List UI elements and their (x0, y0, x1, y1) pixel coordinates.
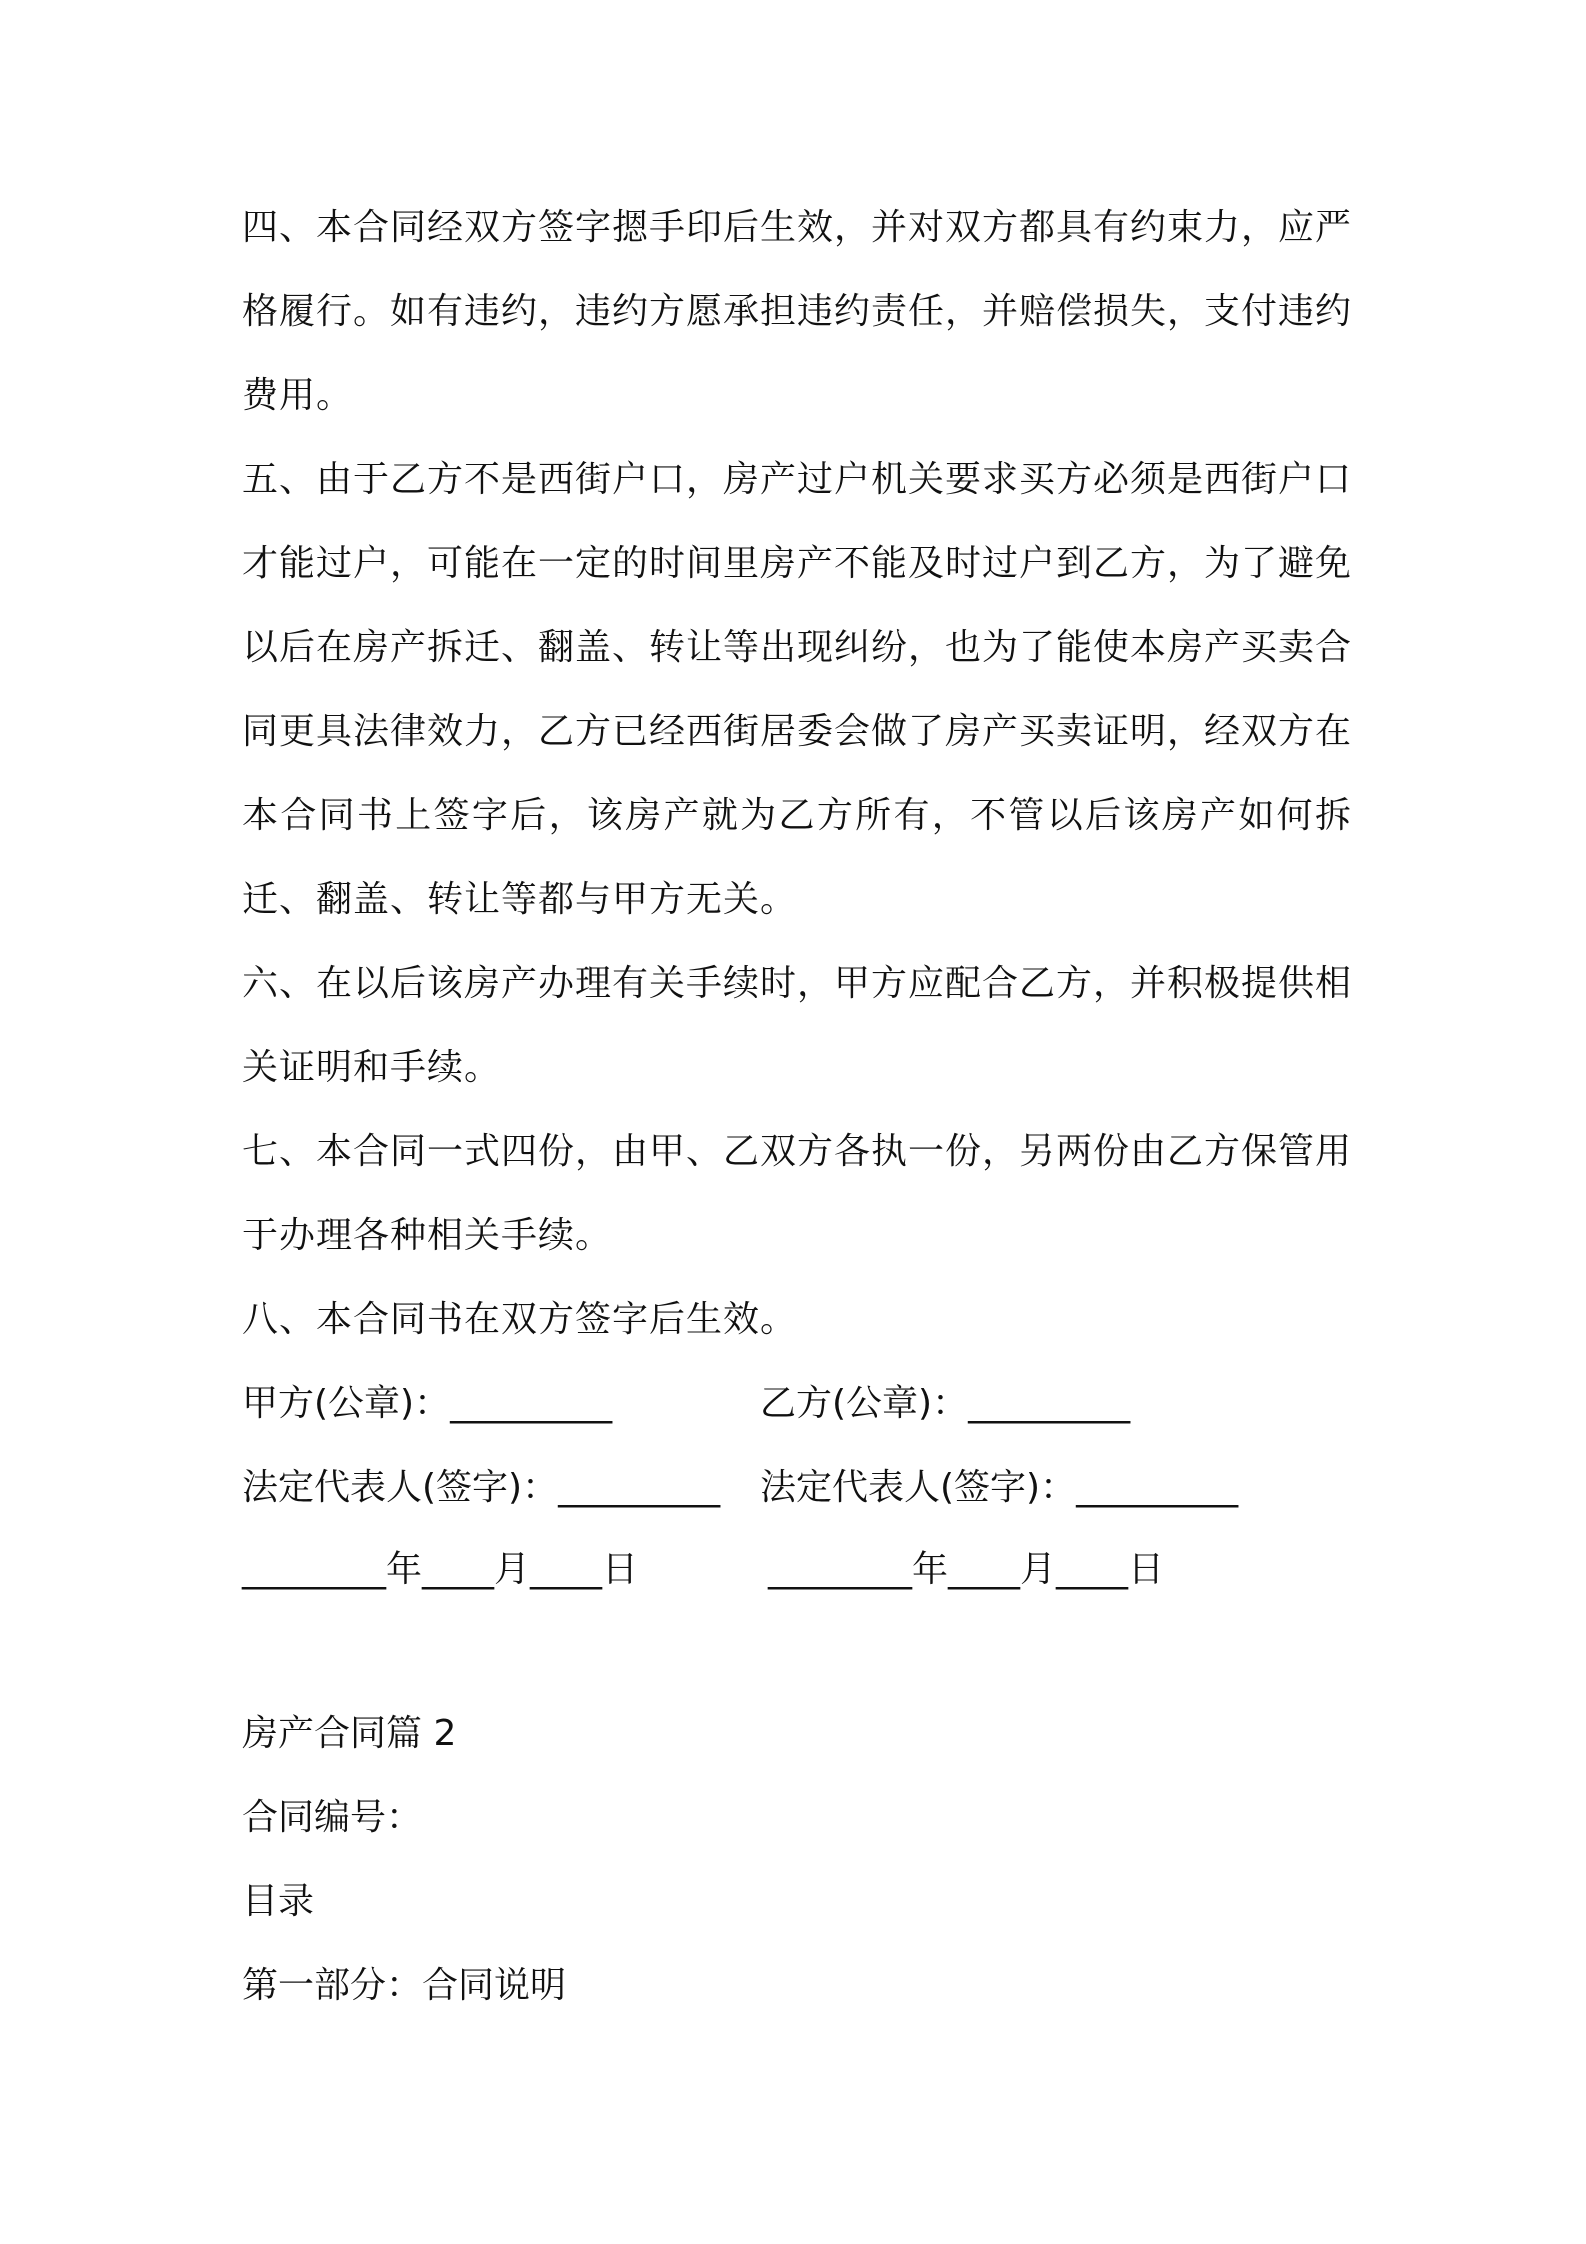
section-title: 房产合同篇 2 (242, 1713, 457, 1754)
clause-text: 四、本合同经双方签字摁手印后生效，并对双方都具有约束力，应严格履行。如有违约，违约方愿承担违约责任，并赔偿损失，支付违约费用。 (242, 207, 1353, 416)
signature-representative-row (242, 1446, 1352, 1530)
signature-seal-row (242, 1362, 1352, 1446)
party-a-seal-line: 甲方(公章)：_________ (242, 1383, 613, 1424)
party-a-date-line: ________年____月____日 (242, 1549, 638, 1590)
party-b-seal-line: 乙方(公章)：_________ (760, 1383, 1131, 1424)
table-of-contents-heading: 目录 (242, 1881, 315, 1922)
clause-5 (242, 438, 1352, 942)
signature-date-row (242, 1528, 1352, 1612)
clause-text: 六、在以后该房产办理有关手续时，甲方应配合乙方，并积极提供相关证明和手续。 (242, 963, 1353, 1088)
clause-7 (242, 1110, 1352, 1278)
clause-6 (242, 942, 1352, 1110)
party-b-representative-line: 法定代表人(签字)：_________ (760, 1467, 1239, 1508)
clause-4 (242, 186, 1352, 438)
party-a-representative-line: 法定代表人(签字)：_________ (242, 1467, 721, 1508)
clause-text: 七、本合同一式四份，由甲、乙双方各执一份，另两份由乙方保管用于办理各种相关手续。 (242, 1131, 1353, 1256)
contract-number-label: 合同编号： (242, 1797, 423, 1838)
clause-8 (242, 1278, 1352, 1362)
clause-text: 五、由于乙方不是西街户口，房产过户机关要求买方必须是西街户口才能过户，可能在一定的时间里房产不能及时过户到乙方，为了避免以后在房产拆迁、翻盖、转让等出现纠纷，也为了能使本房产买卖合同更具法律效力，乙方已经西街居委会做了房产买卖证明，经双方在本合同书上签字后，该房产就为乙方所有，不管以后该房产如何拆迁、翻盖、转让等都与甲方无关。 (242, 459, 1353, 920)
clause-text: 八、本合同书在双方签字后生效。 (242, 1299, 798, 1340)
part-one-heading: 第一部分：合同说明 (242, 1965, 567, 2006)
party-b-date-line: ________年____月____日 (768, 1549, 1164, 1590)
